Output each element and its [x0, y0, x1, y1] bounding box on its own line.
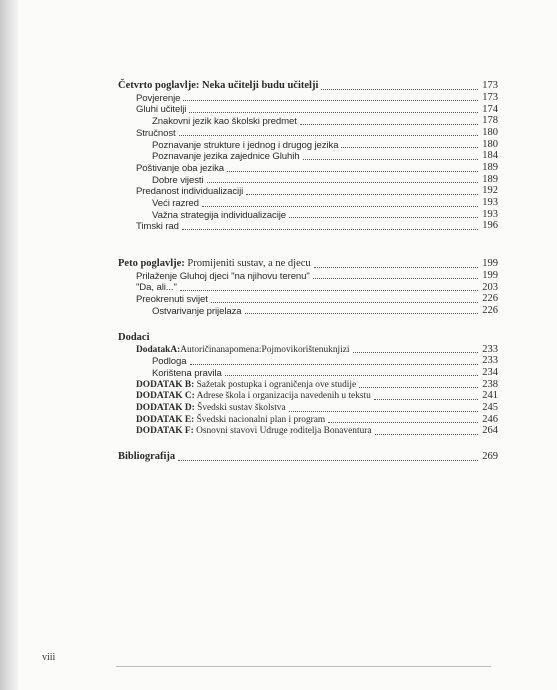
page-number-ref: 269 — [482, 451, 498, 463]
leader-dots — [183, 100, 478, 101]
page-number-ref: 189 — [482, 173, 498, 185]
page-number-ref: 264 — [482, 425, 498, 437]
leader-dots — [375, 434, 478, 435]
toc-entry[interactable] — [118, 197, 498, 209]
toc-entry-title: Veći razred — [152, 197, 199, 209]
toc-entry[interactable] — [118, 220, 498, 232]
page-number: viii — [42, 652, 56, 663]
toc-entry-title: Švedski nacionalni plan i program — [194, 414, 326, 425]
page-number-ref: 238 — [482, 378, 498, 390]
leader-dots — [314, 267, 478, 268]
page-number-ref: 173 — [482, 91, 498, 103]
toc-entry-title: Poštivanje oba jezika — [136, 162, 225, 174]
toc-entry-title: Dobre vijesti — [152, 174, 204, 186]
table-of-contents — [118, 80, 498, 463]
toc-entry-title: Osnovni stavovi Udruge roditelja Bonaventura — [193, 426, 372, 437]
toc-entry-title: Gluhi učitelji — [136, 104, 187, 116]
leader-dots — [202, 206, 478, 207]
page-number-ref: 246 — [482, 413, 498, 425]
page-number-ref: 203 — [482, 281, 498, 293]
appendix-code: DODATAK E: — [136, 414, 195, 425]
page-number-ref: 241 — [482, 390, 498, 402]
toc-entry-title: Preokrenuti svijet — [136, 294, 208, 306]
toc-entry-title: Adrese škola i organizacija navedenih u tekstu — [194, 391, 371, 402]
toc-entry[interactable] — [118, 115, 498, 127]
page-number-ref: 178 — [482, 115, 498, 127]
toc-entry[interactable] — [118, 92, 498, 104]
toc-entry[interactable] — [118, 343, 498, 355]
page-number-ref: 193 — [482, 197, 498, 209]
bibliography-title: Bibliografija — [118, 451, 176, 463]
toc-entry[interactable] — [118, 174, 498, 186]
leader-dots — [180, 290, 478, 291]
leader-dots — [289, 411, 478, 412]
toc-entry[interactable] — [118, 425, 498, 437]
toc-entry-title: Poznavanje jezika zajednice Gluhih — [152, 151, 300, 163]
leader-dots — [374, 399, 478, 400]
leader-dots — [353, 352, 478, 353]
toc-entry-title: Poznavanje strukture i jednog i drugog jezika — [152, 139, 339, 151]
leader-dots — [313, 278, 478, 279]
page-number-ref: 233 — [482, 355, 498, 367]
chapter-5-title: Promijeniti sustav, a ne djecu — [184, 258, 311, 270]
page-number-ref: 199 — [482, 269, 498, 281]
toc-entry[interactable] — [118, 378, 498, 390]
leader-dots — [359, 387, 478, 388]
page-number-ref: 174 — [482, 103, 498, 115]
book-spine-shadow — [0, 0, 18, 690]
appendix-code: DODATAK C: — [136, 391, 195, 402]
leader-dots — [341, 147, 478, 148]
leader-dots — [328, 422, 478, 423]
toc-entry[interactable] — [118, 127, 498, 139]
appendix-code: DodatakA: — [136, 344, 181, 355]
toc-entry-title: Stručnost — [136, 127, 176, 139]
leader-dots — [321, 89, 478, 90]
toc-entry[interactable] — [118, 138, 498, 150]
toc-entry-title: Sažetak postupka i ograničenja ove studije — [194, 379, 357, 390]
toc-entry[interactable] — [118, 150, 498, 162]
toc-entry[interactable] — [118, 185, 498, 197]
appendix-code: DODATAK D: — [136, 403, 195, 414]
page-number-ref: 226 — [482, 293, 498, 305]
toc-entry[interactable] — [118, 414, 498, 426]
leader-dots — [245, 313, 478, 314]
leader-dots — [300, 124, 478, 125]
toc-entry-title: Timski rad — [136, 221, 179, 233]
toc-chapter-5[interactable] — [118, 258, 498, 270]
leader-dots — [207, 182, 479, 183]
page-number-ref: 180 — [482, 138, 498, 150]
toc-entry[interactable] — [118, 270, 498, 282]
toc-entry-title: Korištena pravila — [152, 367, 222, 379]
toc-entry-title: "Da, ali..." — [136, 282, 177, 294]
footer-rule — [116, 666, 491, 667]
toc-entry[interactable] — [118, 281, 498, 293]
appendices-heading: Dodaci — [118, 331, 150, 343]
toc-entry-title: Ostvarivanje prijelaza — [152, 305, 242, 317]
page-number-ref: 226 — [482, 304, 498, 316]
leader-dots — [189, 112, 478, 113]
toc-entry[interactable] — [118, 162, 498, 174]
toc-entry-title: Važna strategija individualizacije — [152, 209, 287, 221]
page-number-ref: 234 — [482, 366, 498, 378]
leader-dots — [246, 194, 478, 195]
toc-entry[interactable] — [118, 305, 498, 317]
toc-bibliography[interactable] — [118, 451, 498, 463]
page-number-ref: 184 — [482, 150, 498, 162]
toc-entry[interactable] — [118, 209, 498, 221]
leader-dots — [289, 217, 478, 218]
toc-entry[interactable] — [118, 390, 498, 402]
chapter-4-title: Neka učitelji budu učitelji — [199, 80, 319, 92]
toc-chapter-4[interactable] — [118, 80, 498, 92]
toc-entry-title: Autoričinanapomena:Pojmovikorištenuknjizi — [180, 344, 350, 355]
chapter-5-label: Peto poglavlje: — [118, 258, 185, 270]
toc-entry[interactable] — [118, 355, 498, 367]
leader-dots — [225, 375, 478, 376]
appendix-code: DODATAK B: — [136, 379, 195, 390]
appendix-code: DODATAK F: — [136, 426, 194, 437]
leader-dots — [179, 135, 478, 136]
toc-entry-title: Predanost individualizaciji — [136, 186, 244, 198]
leader-dots — [211, 302, 478, 303]
toc-entry[interactable] — [118, 367, 498, 379]
toc-entry[interactable] — [118, 402, 498, 414]
toc-entry-title: Švedski sustav školstva — [194, 403, 286, 414]
page-number-ref: 233 — [482, 343, 498, 355]
page-number-ref: 245 — [482, 402, 498, 413]
leader-dots — [190, 364, 478, 365]
chapter-4-label: Četvrto poglavlje: — [118, 80, 200, 92]
toc-entry[interactable] — [118, 293, 498, 305]
leader-dots — [227, 171, 478, 172]
toc-entry-title: Podloga — [152, 356, 187, 368]
page-number-ref: 180 — [482, 126, 498, 138]
toc-entry-title: Znakovni jezik kao školski predmet — [152, 116, 297, 128]
toc-entry[interactable] — [118, 103, 498, 115]
toc-entry-title: Povjerenje — [136, 92, 181, 104]
page-number-ref: 189 — [482, 162, 498, 173]
toc-entry-title: Prilaženje Gluhoj djeci "na njihovu terenu" — [136, 270, 310, 282]
page-number-ref: 193 — [482, 208, 498, 220]
page-number-ref: 196 — [482, 220, 498, 232]
page-number-ref: 173 — [482, 80, 498, 92]
leader-dots — [182, 229, 478, 230]
page-number-ref: 199 — [482, 258, 498, 270]
page-number-ref: 192 — [482, 185, 498, 197]
leader-dots — [178, 460, 478, 461]
leader-dots — [303, 159, 478, 160]
